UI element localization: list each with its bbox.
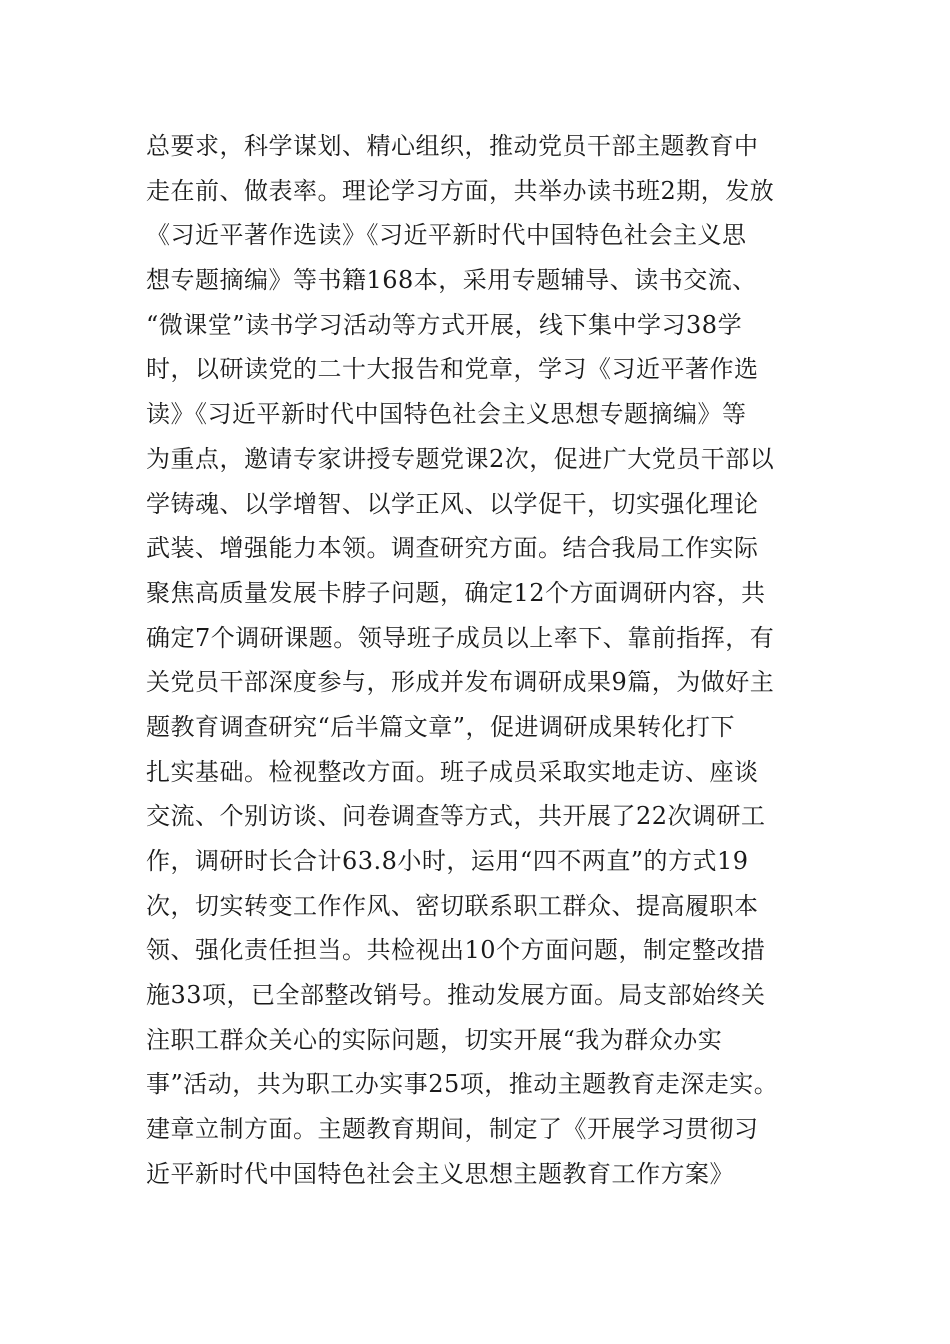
text-line-2: 走在前、做表率。理论学习方面，共举办读书班2期，发放 <box>146 176 775 205</box>
text-line-21: 注职工群众关心的实际问题，切实开展“我为群众办实 <box>146 1025 723 1054</box>
text-line-6: 时，以研读党的二十大报告和党章，学习《习近平著作选 <box>146 355 759 384</box>
text-line-17: 作，调研时长合计63.8小时，运用“四不两直”的方式19 <box>146 847 749 875</box>
text-line-13: 关党员干部深度参与，形成并发布调研成果9篇，为做好主 <box>146 668 775 697</box>
text-line-1: 总要求，科学谋划、精心组织，推动党员干部主题教育中 <box>146 132 759 160</box>
text-line-23: 建章立制方面。主题教育期间，制定了《开展学习贯彻习 <box>146 1115 759 1144</box>
text-line-9: 学铸魂、以学增智、以学正风、以学促干，切实强化理论 <box>146 489 759 518</box>
text-line-19: 领、强化责任担当。共检视出10个方面问题，制定整改措 <box>146 936 766 965</box>
text-line-8: 为重点，邀请专家讲授专题党课2次，促进广大党员干部以 <box>146 444 775 473</box>
text-line-11: 聚焦高质量发展卡脖子问题，确定12个方面调研内容，共 <box>146 578 766 607</box>
text-line-10: 武装、增强能力本领。调查研究方面。结合我局工作实际 <box>146 534 759 563</box>
text-line-14: 题教育调查研究“后半篇文章”，促进调研成果转化打下 <box>146 712 736 741</box>
text-line-24: 近平新时代中国特色社会主义思想主题教育工作方案》 <box>146 1159 734 1188</box>
body-text <box>146 124 826 1197</box>
text-line-3: 《习近平著作选读》《习近平新时代中国特色社会主义思 <box>146 221 747 250</box>
text-line-20: 施33项，已全部整改销号。推动发展方面。局支部始终关 <box>146 981 766 1010</box>
text-line-18: 次，切实转变工作作风、密切联系职工群众、提高履职本 <box>146 891 759 920</box>
text-line-22: 事”活动，共为职工办实事25项，推动主题教育走深走实。 <box>146 1070 779 1099</box>
text-line-4: 想专题摘编》等书籍168本，采用专题辅导、读书交流、 <box>146 266 757 295</box>
text-line-12: 确定7个调研课题。领导班子成员以上率下、靠前指挥，有 <box>146 623 775 652</box>
text-line-5: “微课堂”读书学习活动等方式开展，线下集中学习38学 <box>146 310 743 339</box>
text-line-15: 扎实基础。检视整改方面。班子成员采取实地走访、座谈 <box>146 757 759 786</box>
text-line-16: 交流、个别访谈、问卷调查等方式，共开展了22次调研工 <box>146 802 766 831</box>
text-line-7: 读》《习近平新时代中国特色社会主义思想专题摘编》等 <box>146 400 747 429</box>
